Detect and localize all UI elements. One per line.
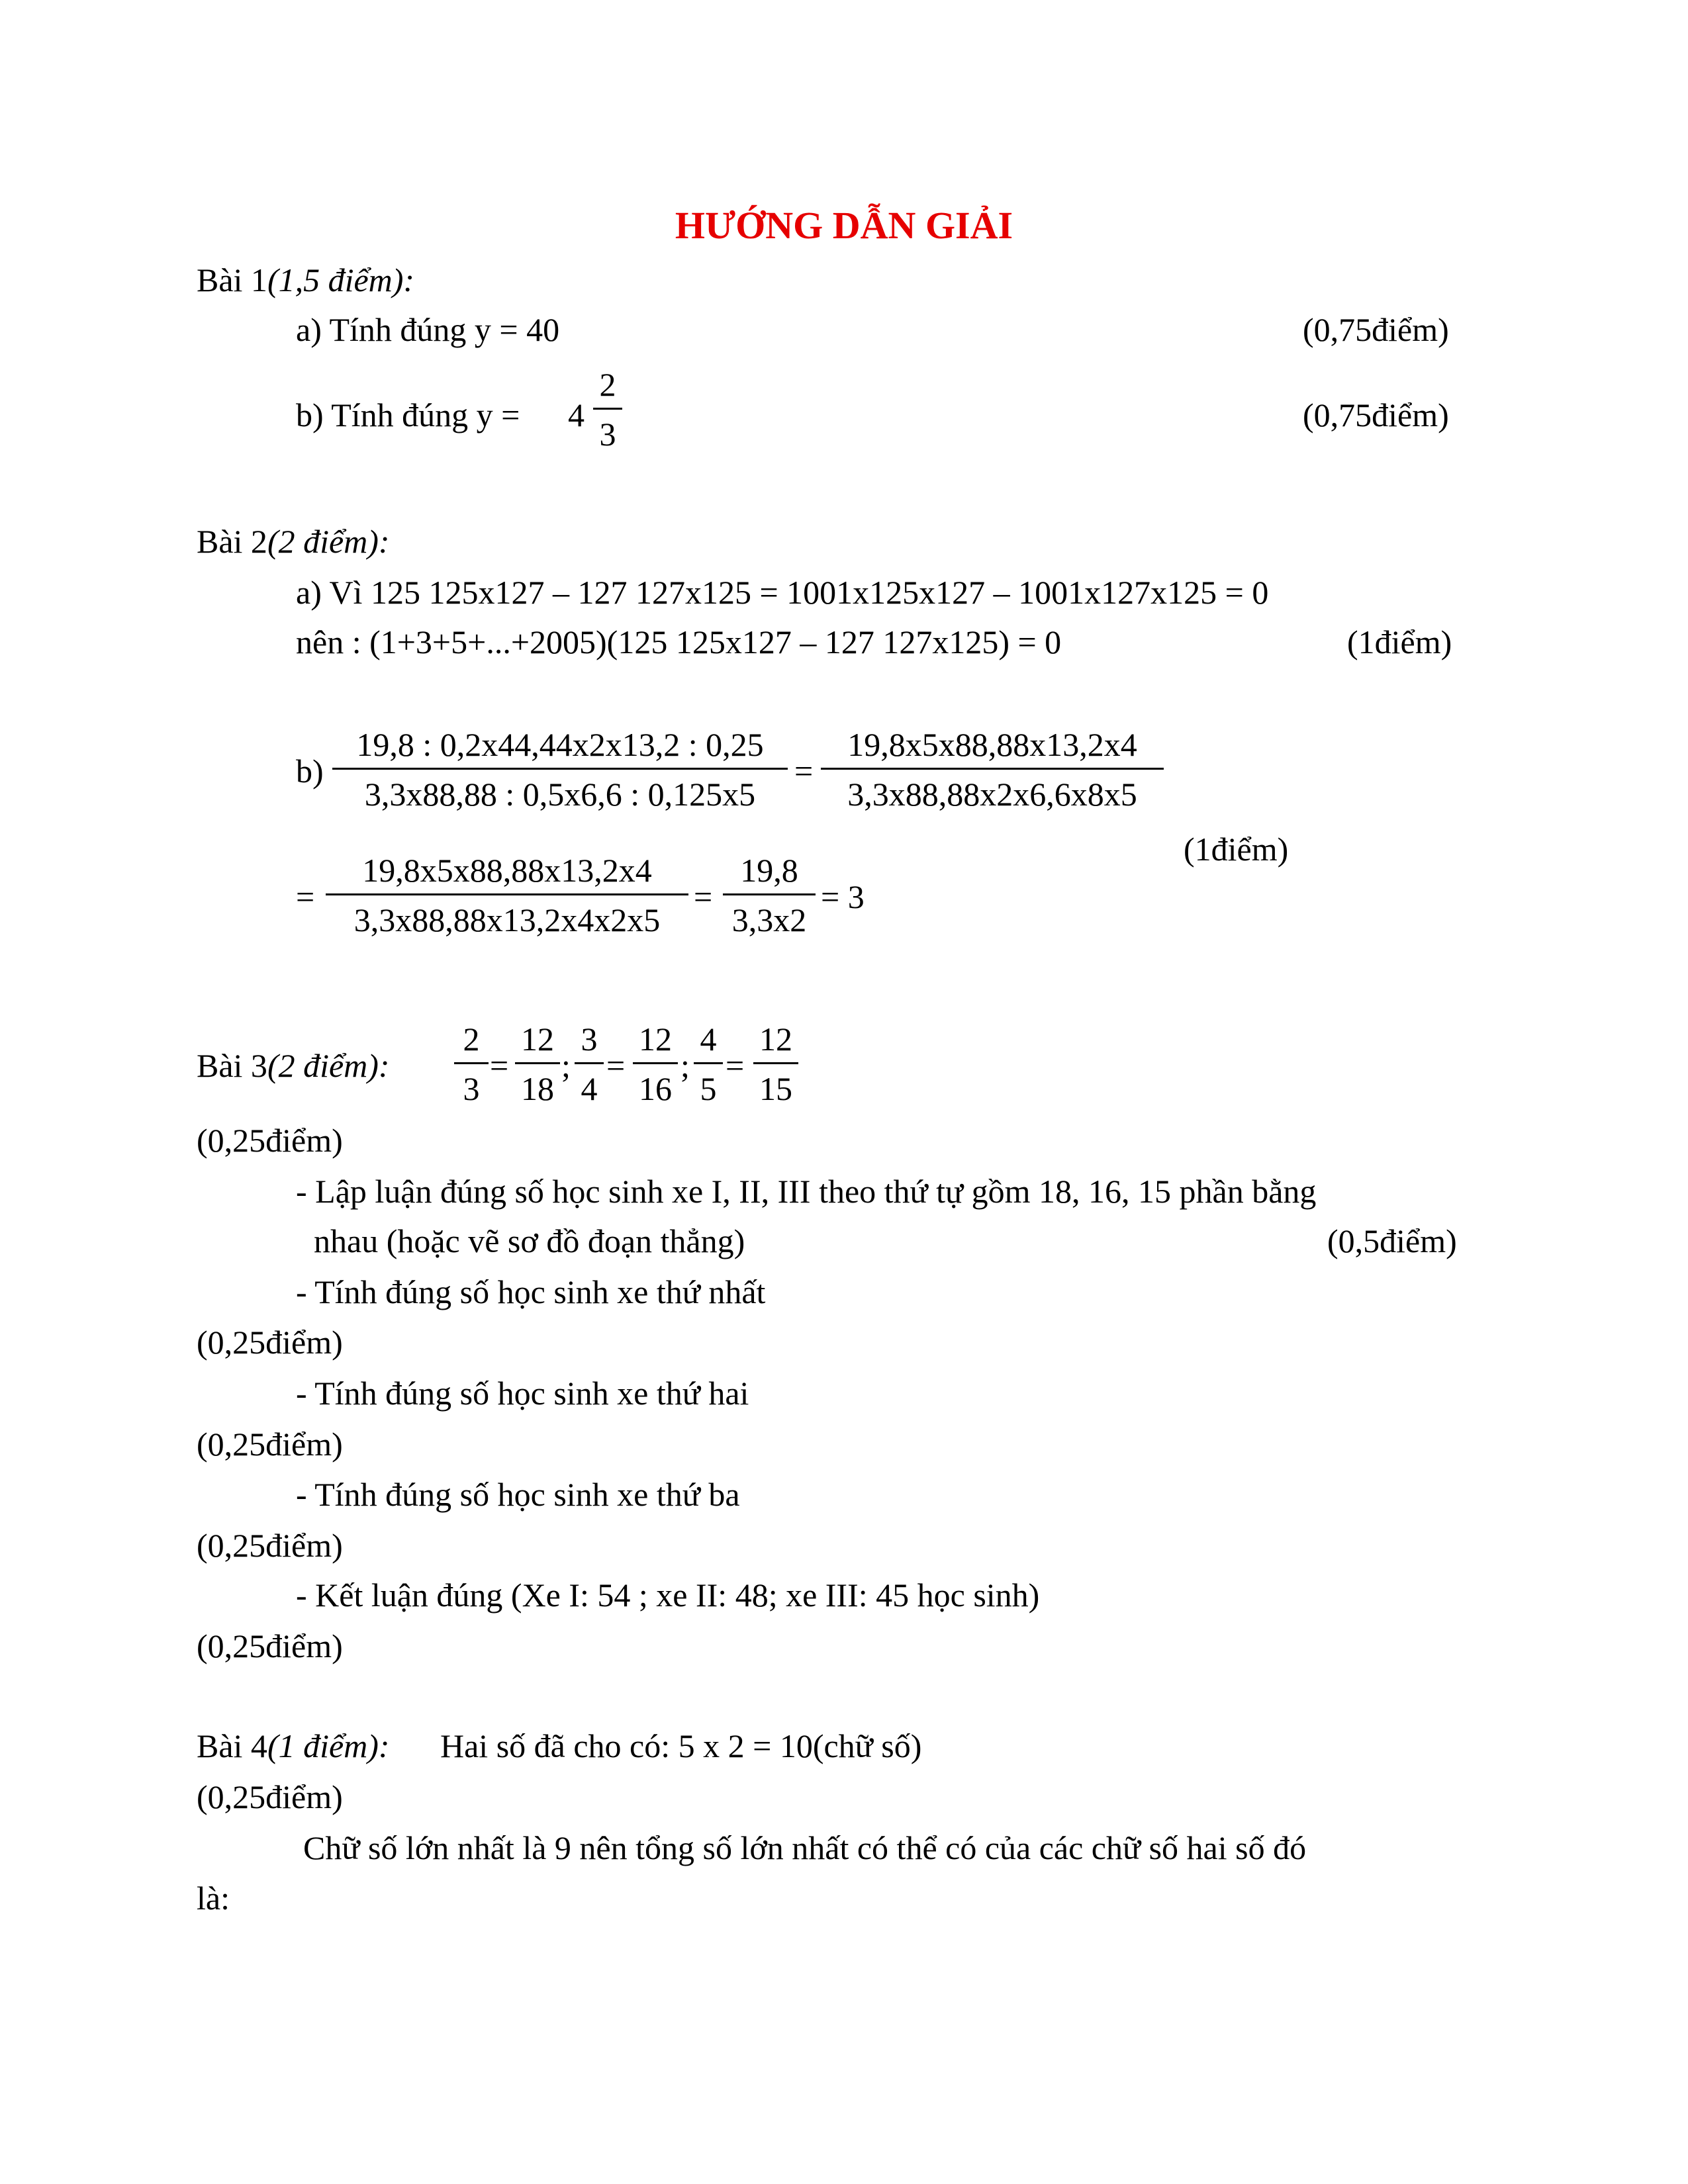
fraction-numerator: 19,8x5x88,88x13,2x4 [847,726,1137,763]
bai3-step5: - Kết luận đúng (Xe I: 54 ; xe II: 48; xe III: 45 học sinh) [296,1576,1040,1614]
separator: ; [680,1047,690,1084]
bai3-fraction [575,1023,604,1105]
score: (0,25điểm) [197,1778,343,1815]
equals-sign: = [606,1047,626,1084]
fraction-denominator: 5 [700,1070,717,1107]
bai2-result: = 3 [821,878,865,915]
bai1-label: Bài 1 [197,261,267,298]
fraction-denominator: 3,3x88,88x2x6,6x8x5 [847,776,1137,813]
bai4-points: (1 điểm): [267,1727,390,1764]
fraction-numerator: 2 [463,1021,480,1058]
fraction-denominator: 3 [463,1070,480,1107]
fraction-denominator: 16 [639,1070,672,1107]
fraction-denominator: 15 [759,1070,792,1107]
equals-sign: = [794,752,814,790]
separator: ; [561,1047,571,1084]
bai2-fraction-4 [723,854,816,936]
bai4-heading [197,1729,390,1762]
fraction-numerator: 3 [581,1021,598,1058]
bai1-points: (1,5 điểm): [267,261,415,298]
fraction-numerator: 12 [521,1021,554,1058]
score: (0,25điểm) [197,1527,343,1564]
equals-sign: = [726,1047,745,1084]
score: (0,25điểm) [197,1122,343,1159]
fraction-numerator: 19,8x5x88,88x13,2x4 [362,852,652,889]
fraction-numerator: 4 [700,1021,717,1058]
bai3-fraction [694,1023,723,1105]
bai1-b-score: (0,75điểm) [1303,396,1449,433]
bai1-b: b) Tính đúng y = [296,396,520,433]
bai1-a: a) Tính đúng y = 40 [296,311,560,348]
bai2-b-prefix: b) [296,752,324,790]
bai1-a-score: (0,75điểm) [1303,311,1449,348]
fraction-numerator: 12 [639,1021,672,1058]
fraction-numerator: 19,8 [740,852,798,889]
bai3-fraction [515,1023,560,1105]
fraction-denominator: 3,3x88,88 : 0,5x6,6 : 0,125x5 [364,776,756,813]
bai1-b-fraction [593,368,622,451]
bai3-step4: - Tính đúng số học sinh xe thứ ba [296,1476,740,1513]
bai4-line2: Chữ số lớn nhất là 9 nên tổng số lớn nhất có thể có của các chữ số hai số đó [303,1829,1307,1866]
bai3-step1-line2: nhau (hoặc vẽ sơ đồ đoạn thẳng) [314,1222,745,1259]
bai2-a-score: (1điểm) [1347,623,1452,660]
bai3-step1-line1: - Lập luận đúng số học sinh xe I, II, III theo thứ tự gồm 18, 16, 15 phần bằng [296,1173,1317,1210]
equals-sign: = [490,1047,509,1084]
fraction-denominator: 4 [581,1070,598,1107]
bai2-heading [197,525,390,558]
bai3-label: Bài 3 [197,1047,267,1084]
bai2-fraction-2 [821,728,1164,811]
bai2-fraction-1 [332,728,788,811]
fraction-denominator: 3 [599,416,616,453]
fraction-denominator: 18 [521,1070,554,1107]
score: (0,5điểm) [1327,1222,1457,1259]
bai1-b-whole: 4 [568,396,585,433]
bai2-a-line2: nên : (1+3+5+...+2005)(125 125x127 – 127 127x125) = 0 [296,623,1062,660]
equals-sign: = [694,878,713,915]
fraction-denominator: 3,3x2 [731,901,807,938]
fraction-denominator: 3,3x88,88x13,2x4x2x5 [353,901,661,938]
equals-sign: = [296,878,315,915]
bai4-text: Hai số đã cho có: 5 x 2 = 10(chữ số) [440,1727,922,1764]
bai2-b-score: (1điểm) [1184,831,1289,868]
bai3-step3: - Tính đúng số học sinh xe thứ hai [296,1375,749,1412]
fraction-numerator: 2 [599,366,616,403]
bai3-points: (2 điểm): [267,1047,390,1084]
page-title: HƯỚNG DẪN GIẢI [675,204,1013,247]
score: (0,25điểm) [197,1324,343,1361]
score: (0,25điểm) [197,1627,343,1664]
fraction-numerator: 12 [759,1021,792,1058]
bai2-points: (2 điểm): [267,523,390,560]
bai3-fraction [753,1023,798,1105]
bai2-fraction-3 [326,854,688,936]
fraction-numerator: 19,8 : 0,2x44,44x2x13,2 : 0,25 [356,726,764,763]
bai1-heading [197,263,414,296]
bai3-fraction [633,1023,678,1105]
bai2-a-line1: a) Vì 125 125x127 – 127 127x125 = 1001x125x127 – 1001x127x125 = 0 [296,574,1269,611]
bai3-fraction [454,1023,489,1105]
score: (0,25điểm) [197,1426,343,1463]
bai4-line3: là: [197,1880,230,1917]
bai4-label: Bài 4 [197,1727,267,1764]
bai3-heading [197,1049,390,1082]
bai2-label: Bài 2 [197,523,267,560]
bai3-step2: - Tính đúng số học sinh xe thứ nhất [296,1273,766,1310]
